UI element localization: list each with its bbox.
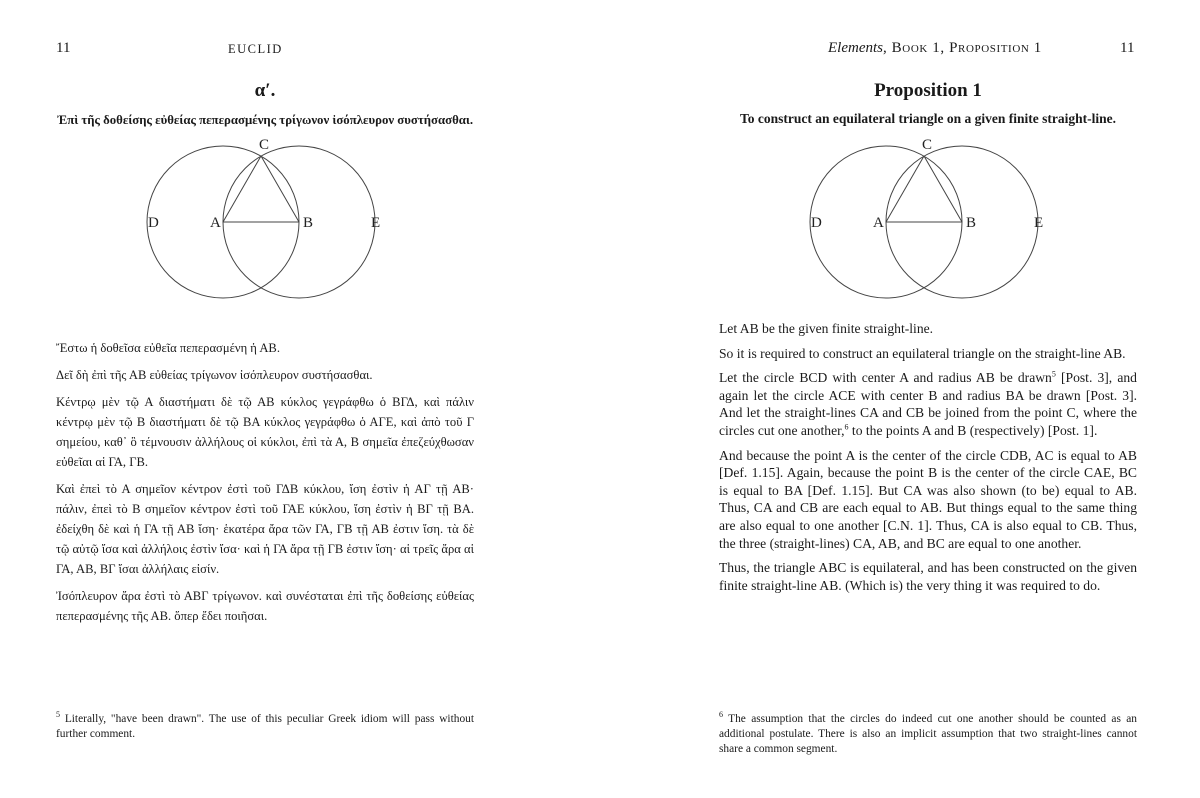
english-text — [719, 320, 1137, 601]
footnote-right — [719, 712, 1137, 757]
line-cb — [924, 156, 962, 222]
label-b: B — [303, 215, 314, 231]
label-d: D — [811, 215, 822, 231]
enunciation: To construct an equilateral triangle on a given finite straight-line. — [740, 111, 1116, 126]
footnote-left — [56, 712, 474, 742]
greek-paragraph: Ἔστω ἡ δοθεῖσα εὐθεῖα πεπερασμένη ἡ ΑΒ. — [56, 341, 280, 355]
proposition-title: Proposition 1 — [874, 80, 982, 101]
greek-paragraph: Δεῖ δὴ ἐπὶ τῆς ΑΒ εὐθείας τρίγωνον ἰσόπλευρον συστήσασθαι. — [56, 368, 373, 382]
line-ca — [886, 156, 924, 222]
label-c: C — [259, 137, 270, 153]
greek-proposition-title: α′. — [254, 80, 276, 101]
label-d: D — [148, 215, 159, 231]
greek-diagram — [140, 134, 390, 324]
greek-paragraph: Ἰσόπλευρον ἄρα ἐστὶ τὸ ΑΒΓ τρίγωνον. καὶ συνέσταται ἐπὶ τῆς δοθείσης εὐθείας πεπερασμένης τῆς ΑΒ. ὅπερ ἔδει ποιῆσαι. — [56, 589, 474, 623]
footnote-ref[interactable]: 5 — [1051, 369, 1056, 379]
paragraph: So it is required to construct an equilateral triangle on the straight-line AB. — [719, 345, 1126, 361]
label-a: A — [873, 215, 884, 231]
footnote-text: Literally, "have been drawn". The use of this peculiar Greek idiom will pass without further comment. — [56, 713, 474, 740]
greek-paragraph: Καὶ ἐπεὶ τὸ Α σημεῖον κέντρον ἐστὶ τοῦ ΓΔΒ κύκλου, ἴση ἐστὶν ἡ ΑΓ τῇ ΑΒ· πάλιν, ἐπεὶ τὸ Β σημεῖον κέντρον ἐστὶ τοῦ ΓΑΕ κύκλου, ἴση ἐστὶν ἡ ΒΓ τῇ ΒΑ. ἐδείχθη δὲ καὶ ἡ ΓΑ τῇ ΑΒ ἴση· ἑκατέρα ἄρα τῶν ΓΑ, ΓΒ τῇ ΑΒ ἐστιν ἴση. τὰ δὲ τῷ αὐτῷ ἴσα καὶ ἀλλήλοις ἐστὶν ἴσα· καὶ ἡ ΓΑ ἄρα τῇ ΓΒ ἐστιν ἴση· αἱ τρεῖς ἄρα αἱ ΓΑ, ΑΒ, ΒΓ ἴσαι ἀλλήλαις εἰσίν. — [56, 482, 474, 576]
running-head-italic: Elements — [828, 40, 883, 56]
english-diagram — [803, 134, 1053, 324]
footnote-ref[interactable]: 6 — [844, 422, 849, 432]
paragraph-part: [Post. 3], and again let the circle ACE with center B and radius BA be drawn [Post. 3]. And let the straight-lines CA and CB be joined from the point C, where the circles cut one another, — [719, 370, 1137, 438]
footnote-mark: 5 — [56, 710, 60, 720]
paragraph — [719, 369, 1137, 439]
paragraph: Let AB be the given finite straight-line. — [719, 321, 934, 336]
label-e: E — [371, 215, 381, 231]
running-head-rest: , Book 1, Proposition 1 — [882, 40, 1042, 56]
label-e: E — [1034, 215, 1044, 231]
line-ca — [223, 156, 261, 222]
paragraph-part: to the points A and B (respectively) [Post. 1]. — [848, 422, 1098, 438]
label-a: A — [210, 215, 221, 231]
right-page — [600, 0, 1200, 798]
footnote-mark: 6 — [719, 710, 723, 720]
greek-paragraph: Κέντρῳ μὲν τῷ Α διαστήματι δὲ τῷ ΑΒ κύκλος γεγράφθω ὁ ΒΓΔ, καὶ πάλιν κέντρῳ μὲν τῷ Β διαστήματι δὲ τῷ ΒΑ κύκλος γεγράφθω ὁ ΑΓΕ, καὶ ἀπὸ τοῦ Γ σημείου, καθ᾽ ὃ τέμνουσιν ἀλλήλους οἱ κύκλοι, ἐπὶ τὰ Α, Β σημεῖα ἐπεζεύχθωσαν εὐθεῖαι αἱ ΓΑ, ΓΒ. — [56, 395, 474, 469]
page-number-left: 11 — [56, 40, 71, 56]
running-head-left: EUCLID — [228, 42, 283, 56]
line-cb — [261, 156, 299, 222]
page-number-right: 11 — [1120, 40, 1135, 56]
paragraph-part: Let the circle BCD with center A and radius AB be drawn — [719, 370, 1052, 386]
greek-text — [56, 338, 474, 633]
paragraph: And because the point A is the center of the circle CDB, AC is equal to AB [Def. 1.15]. Again, because the point B is the center of the circle CAE, BC is equal to BA [Def. 1.15]. But CA was also shown (to be) equal to AB. Thus, CA and CB are each equal to AB. But things equal to the same thing are also equal to one another [C.N. 1]. Thus, CA is also equal to CB. Thus, the three (straight-lines) CA, AB, and BC are equal to one another. — [719, 447, 1137, 551]
greek-enunciation: Ἐπὶ τῆς δοθείσης εὐθείας πεπερασμένης τρίγωνον ἰσόπλευρον συστήσασθαι. — [56, 113, 474, 127]
label-c: C — [922, 137, 933, 153]
paragraph: Thus, the triangle ABC is equilateral, and has been constructed on the given finite straight-line AB. (Which is) the very thing it was required to do. — [719, 560, 1137, 593]
running-head-right — [828, 40, 1128, 57]
footnote-text: The assumption that the circles do indeed cut one another should be counted as an additional postulate. There is also an implicit assumption that two straight-lines cannot share a common segment. — [719, 713, 1137, 755]
label-b: B — [966, 215, 977, 231]
